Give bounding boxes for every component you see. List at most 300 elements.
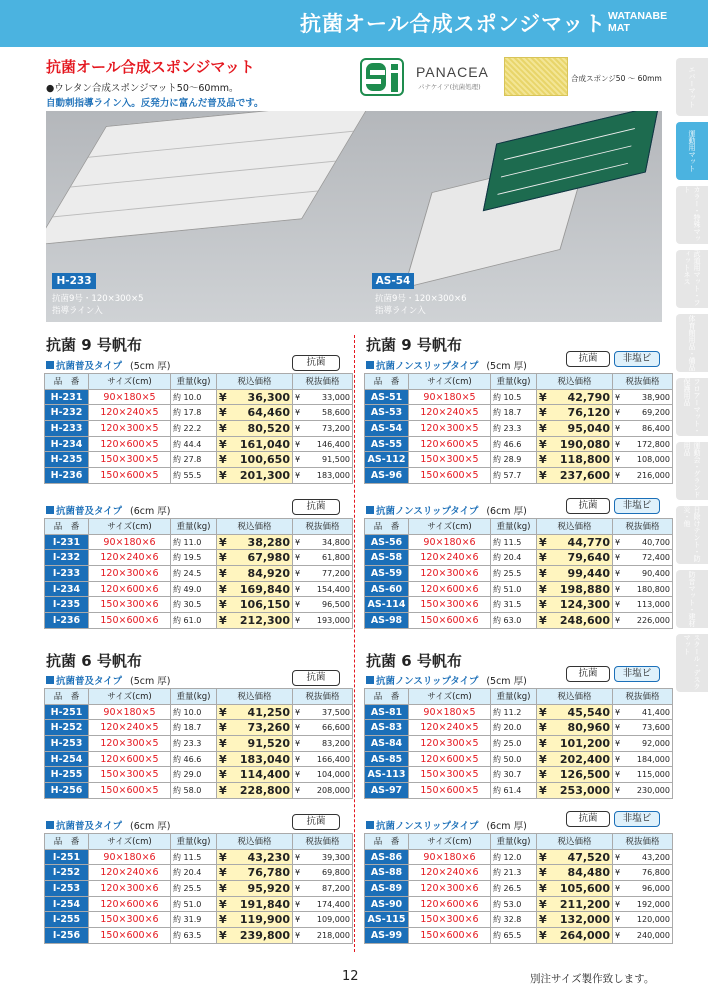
mat-image-white <box>46 111 373 245</box>
product-code: I-256 <box>45 928 89 944</box>
yen-sign: ¥ <box>615 899 621 909</box>
price-excl-cell <box>293 405 353 421</box>
product-code: AS-114 <box>365 597 409 613</box>
section-title: 抗菌 6 号帆布 <box>46 652 142 670</box>
table-row <box>365 767 673 783</box>
price-excl-cell <box>293 613 353 629</box>
price-excl-cell <box>613 436 673 452</box>
yen-sign: ¥ <box>539 390 547 404</box>
price-table <box>364 373 673 484</box>
column-header-code: 品 番 <box>365 834 409 850</box>
yen-sign: ¥ <box>615 915 621 925</box>
yen-sign: ¥ <box>615 615 621 625</box>
product-code: I-255 <box>45 912 89 928</box>
product-code: AS-55 <box>365 436 409 452</box>
price-incl-cell <box>537 849 613 865</box>
product-code: I-235 <box>45 597 89 613</box>
yen-sign: ¥ <box>295 883 301 893</box>
side-tab-label: 体育館用品・備品 <box>688 315 696 371</box>
sponge-caption: 合成スポンジ50 〜 60mm <box>571 74 662 83</box>
price-incl-value: 118,800 <box>559 453 610 467</box>
yen-sign: ¥ <box>219 736 227 750</box>
price-excl-value: 92,000 <box>642 738 670 748</box>
column-divider <box>354 335 355 952</box>
yen-sign: ¥ <box>295 930 301 940</box>
side-tab[interactable] <box>676 570 708 628</box>
side-tab-label: 防音マット・建材 <box>688 571 696 627</box>
weight-cell: 約 19.5 <box>171 550 217 566</box>
product-code: AS-81 <box>365 704 409 720</box>
size-cell: 120×240×6 <box>409 550 491 566</box>
yen-sign: ¥ <box>615 537 621 547</box>
size-cell: 120×600×5 <box>89 436 171 452</box>
weight-cell: 約 61.0 <box>171 613 217 629</box>
subsection-title: 抗菌普及タイプ (5cm 厚) <box>46 358 171 372</box>
yen-sign: ¥ <box>539 721 547 735</box>
price-incl-cell <box>217 613 293 629</box>
price-excl-cell <box>293 928 353 944</box>
price-incl-value: 84,920 <box>247 566 290 580</box>
price-incl-value: 38,280 <box>247 535 290 549</box>
price-incl-cell <box>537 613 613 629</box>
hienbi-badge: 非塩ビ <box>614 666 660 682</box>
price-table <box>44 833 353 944</box>
price-incl-cell <box>217 550 293 566</box>
product-photo <box>46 111 662 322</box>
price-excl-cell <box>613 405 673 421</box>
price-excl-value: 39,300 <box>322 852 350 862</box>
price-incl-value: 47,520 <box>567 850 610 864</box>
weight-cell: 約 20.4 <box>491 550 537 566</box>
weight-cell: 約 18.7 <box>491 405 537 421</box>
side-tab-label: スクール・デスクマット <box>683 634 701 690</box>
table-row <box>365 452 673 468</box>
yen-sign: ¥ <box>295 915 301 925</box>
price-incl-value: 44,770 <box>567 535 610 549</box>
weight-cell: 約 44.4 <box>171 436 217 452</box>
column-header-excl: 税抜価格 <box>613 519 673 535</box>
price-excl-cell <box>613 613 673 629</box>
subsection-title: 抗菌普及タイプ (6cm 厚) <box>46 818 171 832</box>
side-tab[interactable] <box>676 378 708 436</box>
yen-sign: ¥ <box>219 897 227 911</box>
price-excl-value: 37,500 <box>322 707 350 717</box>
price-excl-cell <box>293 597 353 613</box>
size-cell: 120×300×5 <box>89 736 171 752</box>
weight-cell: 約 10.0 <box>171 704 217 720</box>
price-excl-value: 113,000 <box>636 600 670 610</box>
table-row <box>45 849 353 865</box>
yen-sign: ¥ <box>539 535 547 549</box>
side-tab-label: カラー・特殊マット <box>683 186 701 242</box>
size-cell: 90×180×5 <box>89 704 171 720</box>
price-excl-value: 69,200 <box>642 408 670 418</box>
side-tab[interactable] <box>676 186 708 244</box>
price-incl-value: 161,040 <box>239 437 290 451</box>
side-tab-label: エバーマット <box>688 66 696 108</box>
product-code: AS-58 <box>365 550 409 566</box>
table-row <box>365 534 673 550</box>
yen-sign: ¥ <box>615 392 621 402</box>
table-row <box>365 881 673 897</box>
price-incl-value: 43,230 <box>247 850 290 864</box>
price-excl-value: 87,200 <box>322 883 350 893</box>
column-header-excl: 税抜価格 <box>293 519 353 535</box>
column-header-weight: 重量(kg) <box>171 519 217 535</box>
price-incl-cell <box>537 597 613 613</box>
weight-cell: 約 51.0 <box>171 896 217 912</box>
column-header-incl: 税込価格 <box>537 374 613 390</box>
yen-sign: ¥ <box>539 598 547 612</box>
price-incl-cell <box>217 581 293 597</box>
price-excl-value: 38,900 <box>642 392 670 402</box>
size-cell: 150×300×5 <box>89 452 171 468</box>
price-incl-cell <box>217 912 293 928</box>
price-excl-cell <box>293 534 353 550</box>
yen-sign: ¥ <box>295 423 301 433</box>
size-cell: 120×600×6 <box>89 896 171 912</box>
yen-sign: ¥ <box>219 468 227 482</box>
photo-caption-1: 抗菌9号・120×300×5 指導ライン入 <box>52 294 144 316</box>
price-incl-value: 80,960 <box>567 721 610 735</box>
size-cell: 120×300×6 <box>89 566 171 582</box>
price-incl-value: 237,600 <box>559 468 610 482</box>
price-excl-cell <box>293 912 353 928</box>
yen-sign: ¥ <box>219 881 227 895</box>
table-row <box>365 736 673 752</box>
size-cell: 150×600×5 <box>409 783 491 799</box>
yen-sign: ¥ <box>539 437 547 451</box>
yen-sign: ¥ <box>539 881 547 895</box>
price-incl-value: 79,640 <box>567 551 610 565</box>
price-incl-value: 264,000 <box>559 928 610 942</box>
column-header-size: サイズ(cm) <box>89 689 171 705</box>
price-excl-cell <box>293 550 353 566</box>
price-incl-cell <box>217 736 293 752</box>
price-incl-cell <box>537 566 613 582</box>
weight-cell: 約 20.0 <box>491 720 537 736</box>
yen-sign: ¥ <box>539 736 547 750</box>
photo-tag-2: AS-54 <box>372 273 414 289</box>
price-incl-cell <box>217 720 293 736</box>
table-row <box>365 421 673 437</box>
subsection-title: 抗菌普及タイプ (6cm 厚) <box>46 503 171 517</box>
subsection-title: 抗菌ノンスリップタイプ (6cm 厚) <box>366 818 527 832</box>
yen-sign: ¥ <box>615 707 621 717</box>
table-row <box>365 468 673 484</box>
yen-sign: ¥ <box>295 754 301 764</box>
side-tab[interactable] <box>676 634 708 692</box>
yen-sign: ¥ <box>615 600 621 610</box>
side-tab[interactable] <box>676 506 708 564</box>
price-incl-value: 76,780 <box>247 866 290 880</box>
price-incl-cell <box>537 912 613 928</box>
size-cell: 90×180×5 <box>89 389 171 405</box>
price-excl-cell <box>613 751 673 767</box>
weight-cell: 約 55.5 <box>171 468 217 484</box>
price-incl-value: 36,300 <box>247 390 290 404</box>
size-cell: 150×300×6 <box>409 597 491 613</box>
price-table <box>364 833 673 944</box>
price-excl-value: 218,000 <box>316 930 350 940</box>
size-cell: 150×600×6 <box>409 928 491 944</box>
column-header-weight: 重量(kg) <box>491 374 537 390</box>
column-header-code: 品 番 <box>365 519 409 535</box>
weight-cell: 約 25.0 <box>491 736 537 752</box>
size-cell: 90×180×6 <box>89 534 171 550</box>
column-header-excl: 税抜価格 <box>613 374 673 390</box>
price-table <box>44 688 353 799</box>
table-row <box>45 436 353 452</box>
yen-sign: ¥ <box>539 406 547 420</box>
hienbi-badge: 非塩ビ <box>614 351 660 367</box>
price-excl-cell <box>613 421 673 437</box>
table-row <box>45 389 353 405</box>
yen-sign: ¥ <box>219 752 227 766</box>
price-incl-value: 105,600 <box>559 881 610 895</box>
size-cell: 150×600×6 <box>409 613 491 629</box>
price-excl-value: 73,200 <box>322 423 350 433</box>
yen-sign: ¥ <box>219 406 227 420</box>
table-row <box>365 896 673 912</box>
photo-caption-2: 抗菌9号・120×300×6 指導ライン入 <box>375 294 467 316</box>
yen-sign: ¥ <box>615 770 621 780</box>
product-code: H-252 <box>45 720 89 736</box>
price-excl-value: 192,000 <box>636 899 670 909</box>
price-incl-value: 198,880 <box>559 582 610 596</box>
price-excl-value: 208,000 <box>316 785 350 795</box>
product-desc-2: 自動刺指導ライン入。反発力に富んだ普及品です。 <box>46 98 264 109</box>
yen-sign: ¥ <box>219 551 227 565</box>
price-excl-value: 61,800 <box>322 553 350 563</box>
price-excl-value: 115,000 <box>636 770 670 780</box>
weight-cell: 約 22.2 <box>171 421 217 437</box>
price-excl-value: 104,000 <box>316 770 350 780</box>
side-tab[interactable] <box>676 250 708 308</box>
size-cell: 150×600×5 <box>89 783 171 799</box>
weight-cell: 約 25.5 <box>491 566 537 582</box>
yen-sign: ¥ <box>539 705 547 719</box>
price-excl-value: 96,500 <box>322 600 350 610</box>
price-incl-value: 253,000 <box>559 783 610 797</box>
side-tab[interactable] <box>676 58 708 116</box>
yen-sign: ¥ <box>615 738 621 748</box>
product-code: AS-84 <box>365 736 409 752</box>
footer-note: 別注サイズ製作致します。 <box>530 973 655 985</box>
price-incl-value: 228,800 <box>239 783 290 797</box>
size-cell: 90×180×6 <box>409 849 491 865</box>
size-cell: 150×600×5 <box>89 468 171 484</box>
side-tab-label: 運動会・グランド用品 <box>683 442 701 498</box>
price-incl-cell <box>217 389 293 405</box>
kokin-badge: 抗菌 <box>292 499 340 515</box>
price-incl-value: 95,040 <box>567 421 610 435</box>
kokin-badge: 抗菌 <box>292 670 340 686</box>
weight-cell: 約 30.5 <box>171 597 217 613</box>
price-incl-cell <box>537 736 613 752</box>
price-incl-cell <box>217 566 293 582</box>
yen-sign: ¥ <box>295 537 301 547</box>
yen-sign: ¥ <box>219 928 227 942</box>
price-excl-value: 83,200 <box>322 738 350 748</box>
price-incl-value: 80,520 <box>247 421 290 435</box>
price-incl-value: 64,460 <box>247 406 290 420</box>
panacea-logo: PANACEA パナケイア(抗菌処理) <box>360 58 570 98</box>
subsection-title: 抗菌ノンスリップタイプ (5cm 厚) <box>366 673 527 687</box>
product-code: H-254 <box>45 751 89 767</box>
price-excl-cell <box>613 534 673 550</box>
price-excl-value: 77,200 <box>322 568 350 578</box>
price-incl-value: 126,500 <box>559 768 610 782</box>
price-incl-cell <box>217 928 293 944</box>
weight-cell: 約 65.5 <box>491 928 537 944</box>
price-excl-value: 33,000 <box>322 392 350 402</box>
side-tab[interactable] <box>676 314 708 372</box>
size-cell: 120×240×5 <box>409 720 491 736</box>
size-cell: 120×300×6 <box>409 881 491 897</box>
size-cell: 150×300×5 <box>409 452 491 468</box>
price-table <box>364 518 673 629</box>
yen-sign: ¥ <box>219 598 227 612</box>
column-header-size: サイズ(cm) <box>409 519 491 535</box>
table-row <box>45 566 353 582</box>
column-header-weight: 重量(kg) <box>491 834 537 850</box>
price-incl-value: 202,400 <box>559 752 610 766</box>
price-excl-cell <box>613 581 673 597</box>
price-excl-value: 73,600 <box>642 723 670 733</box>
weight-cell: 約 26.5 <box>491 881 537 897</box>
yen-sign: ¥ <box>219 453 227 467</box>
price-incl-cell <box>217 896 293 912</box>
price-incl-value: 183,040 <box>239 752 290 766</box>
price-incl-cell <box>217 597 293 613</box>
column-header-incl: 税込価格 <box>217 834 293 850</box>
side-tab[interactable] <box>676 122 708 180</box>
product-code: H-232 <box>45 405 89 421</box>
yen-sign: ¥ <box>295 770 301 780</box>
weight-cell: 約 31.5 <box>491 597 537 613</box>
yen-sign: ¥ <box>295 852 301 862</box>
price-excl-value: 193,000 <box>316 615 350 625</box>
table-row <box>365 581 673 597</box>
price-excl-value: 76,800 <box>642 868 670 878</box>
price-excl-cell <box>613 896 673 912</box>
weight-cell: 約 30.7 <box>491 767 537 783</box>
product-code: AS-112 <box>365 452 409 468</box>
product-code: I-252 <box>45 865 89 881</box>
product-code: AS-88 <box>365 865 409 881</box>
price-incl-cell <box>537 751 613 767</box>
size-cell: 120×300×5 <box>409 736 491 752</box>
yen-sign: ¥ <box>539 928 547 942</box>
yen-sign: ¥ <box>295 568 301 578</box>
size-cell: 120×240×5 <box>89 405 171 421</box>
column-header-code: 品 番 <box>45 834 89 850</box>
yen-sign: ¥ <box>219 705 227 719</box>
yen-sign: ¥ <box>539 768 547 782</box>
side-tab-label: 日除けテント・防災・他 <box>683 506 701 562</box>
subsection-title: 抗菌ノンスリップタイプ (5cm 厚) <box>366 358 527 372</box>
yen-sign: ¥ <box>615 883 621 893</box>
column-header-excl: 税抜価格 <box>613 689 673 705</box>
weight-cell: 約 49.0 <box>171 581 217 597</box>
price-excl-cell <box>293 421 353 437</box>
price-excl-cell <box>293 881 353 897</box>
price-incl-value: 191,840 <box>239 897 290 911</box>
price-incl-cell <box>537 436 613 452</box>
table-row <box>45 405 353 421</box>
product-code: H-236 <box>45 468 89 484</box>
price-incl-cell <box>537 468 613 484</box>
weight-cell: 約 57.7 <box>491 468 537 484</box>
price-incl-cell <box>217 468 293 484</box>
price-incl-value: 211,200 <box>559 897 610 911</box>
price-excl-cell <box>613 912 673 928</box>
size-cell: 120×240×6 <box>409 865 491 881</box>
price-excl-cell <box>613 597 673 613</box>
price-incl-cell <box>537 704 613 720</box>
sponge-sample-image <box>504 57 568 96</box>
side-tab[interactable] <box>676 442 708 500</box>
weight-cell: 約 11.0 <box>171 534 217 550</box>
size-cell: 120×240×6 <box>89 865 171 881</box>
table-row <box>45 912 353 928</box>
table-row <box>365 849 673 865</box>
yen-sign: ¥ <box>295 455 301 465</box>
table-row <box>45 736 353 752</box>
yen-sign: ¥ <box>615 470 621 480</box>
yen-sign: ¥ <box>219 437 227 451</box>
yen-sign: ¥ <box>615 868 621 878</box>
column-header-weight: 重量(kg) <box>171 834 217 850</box>
price-excl-cell <box>293 720 353 736</box>
yen-sign: ¥ <box>295 600 301 610</box>
column-header-weight: 重量(kg) <box>491 519 537 535</box>
photo-tag-1: H-233 <box>52 273 96 289</box>
table-row <box>365 704 673 720</box>
weight-cell: 約 51.0 <box>491 581 537 597</box>
price-incl-cell <box>537 421 613 437</box>
weight-cell: 約 11.2 <box>491 704 537 720</box>
product-code: H-253 <box>45 736 89 752</box>
product-code: AS-51 <box>365 389 409 405</box>
table-row <box>45 881 353 897</box>
weight-cell: 約 46.6 <box>171 751 217 767</box>
yen-sign: ¥ <box>219 850 227 864</box>
price-incl-value: 201,300 <box>239 468 290 482</box>
price-incl-value: 95,920 <box>247 881 290 895</box>
price-table <box>364 688 673 799</box>
product-code: I-254 <box>45 896 89 912</box>
price-excl-cell <box>613 849 673 865</box>
price-excl-cell <box>613 452 673 468</box>
size-cell: 150×300×6 <box>89 912 171 928</box>
price-incl-cell <box>217 534 293 550</box>
yen-sign: ¥ <box>539 421 547 435</box>
yen-sign: ¥ <box>615 754 621 764</box>
page-header <box>0 0 708 47</box>
kokin-badge: 抗菌 <box>566 498 610 514</box>
size-cell: 120×600×5 <box>409 751 491 767</box>
column-header-incl: 税込価格 <box>217 519 293 535</box>
brand-name: WATANABE MAT <box>608 10 668 34</box>
price-excl-cell <box>613 736 673 752</box>
table-row <box>365 783 673 799</box>
page-number: 12 <box>342 969 359 984</box>
price-incl-value: 132,000 <box>559 913 610 927</box>
size-cell: 120×300×6 <box>89 881 171 897</box>
price-incl-value: 45,540 <box>567 705 610 719</box>
